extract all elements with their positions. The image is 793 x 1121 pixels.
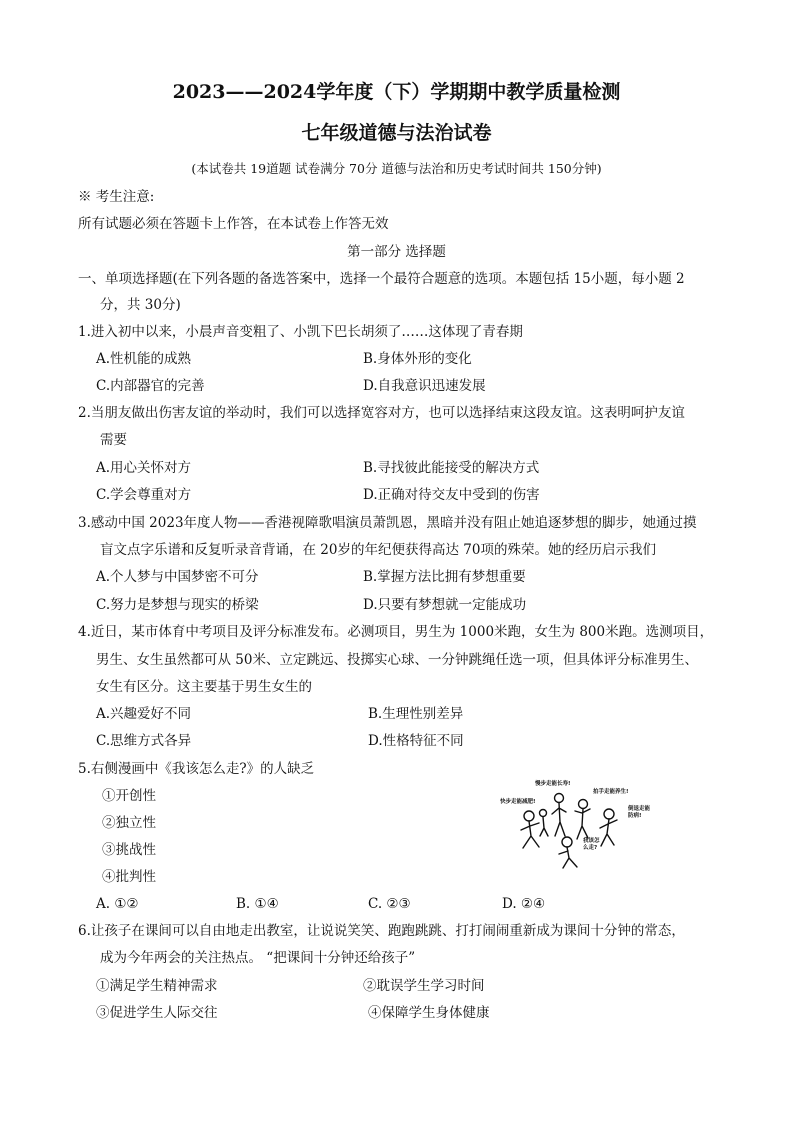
option-c: C.学会尊重对方 [96, 487, 192, 503]
statement-4: ④批判性 [102, 869, 156, 885]
cartoon-label: 慢步走能长寿! [535, 781, 571, 787]
option-b: B.掌握方法比拥有梦想重要 [363, 569, 526, 585]
question-stem: 5.右侧漫画中《我该怎么走?》的人缺乏 [78, 761, 315, 777]
option-d: D.正确对待交友中受到的伤害 [363, 487, 540, 503]
option-b: B.生理性别差异 [368, 706, 464, 722]
question-stem-cont: 男生、女生虽然都可从 50米、立定跳远、投掷实心球、一分钟跳绳任选一项，但具体评分标准男生、 [96, 652, 698, 668]
exam-info: (本试卷共 19道题 试卷满分 70分 道德与法治和历史考试时间共 150分钟) [191, 161, 602, 176]
option-a: A.兴趣爱好不同 [96, 706, 192, 722]
cartoon-label: 快步走能减肥! [500, 799, 536, 805]
exam-subtitle: 七年级道德与法治试卷 [301, 122, 492, 144]
part-heading: 第一部分 选择题 [347, 244, 446, 260]
question-stem: 2.当朋友做出伤害友谊的举动时，我们可以选择宽容对方，也可以选择结束这段友谊。这表明呵护友谊 [78, 405, 685, 421]
question-stem: 1.进入初中以来，小晨声音变粗了、小凯下巴长胡须了……这体现了青春期 [78, 324, 523, 340]
option-d: D.性格特征不同 [368, 733, 464, 749]
cartoon-label: 么走? [583, 845, 598, 851]
cartoon-label: 倒退走能 [628, 806, 651, 812]
option-b: B.身体外形的变化 [363, 351, 472, 367]
option-c: C.努力是梦想与现实的桥梁 [96, 597, 259, 613]
option-b: B. ①④ [236, 896, 279, 912]
section-instruction-line1: 一、单项选择题(在下列各题的备选答案中，选择一个最符合题意的选项。本题包括 15小题，每小题 2 [78, 271, 685, 287]
statement-1: ①开创性 [102, 788, 156, 804]
statement-1: ①满足学生精神需求 [96, 978, 218, 994]
option-c: C.思维方式各异 [96, 733, 192, 749]
question-stem-cont: 女生有区分。这主要基于男生女生的 [96, 679, 312, 695]
exam-title: 2023——2024学年度（下）学期期中教学质量检测 [172, 81, 621, 103]
question-stem: 3.感动中国 2023年度人物——香港视障歌唱演员萧凯恩，黑暗并没有阻止她追逐梦想的脚步，她通过摸 [78, 515, 697, 531]
cartoon-label: 我该怎 [583, 838, 600, 844]
statement-3: ③挑战性 [102, 842, 156, 858]
option-a: A. ①② [96, 896, 139, 912]
option-c: C. ②③ [368, 896, 411, 912]
question-stem: 6.让孩子在课间可以自由地走出教室，让说说笑笑、跑跑跳跳、打打闹闹重新成为课间十分钟的常态， [78, 923, 685, 939]
option-d: D.只要有梦想就一定能成功 [363, 597, 527, 613]
cartoon-image [497, 776, 657, 872]
option-b: B.寻找彼此能接受的解决方式 [363, 460, 540, 476]
option-a: A.个人梦与中国梦密不可分 [96, 569, 259, 585]
question-stem-cont: 成为今年两会的关注热点。 “把课间十分钟还给孩子” [100, 950, 416, 966]
question-stem-cont: 盲文点字乐谱和反复听录音背诵，在 20岁的年纪便获得高达 70项的殊荣。她的经历启示我们 [100, 542, 656, 558]
section-instruction-line2: 分，共 30分) [100, 297, 181, 313]
question-stem-cont: 需要 [100, 432, 127, 448]
option-c: C.内部器官的完善 [96, 378, 205, 394]
option-d: D. ②④ [502, 896, 546, 912]
statement-4: ④保障学生身体健康 [368, 1005, 490, 1021]
option-a: A.性机能的成熟 [96, 351, 192, 367]
notice-title: ※ 考生注意: [78, 189, 155, 205]
cartoon-label: 防病! [628, 813, 642, 819]
question-stem: 4.近日，某市体育中考项目及评分标准发布。必测项目，男生为 1000米跑，女生为 800米跑。选测项目， [78, 624, 714, 640]
option-d: D.自我意识迅速发展 [363, 378, 486, 394]
statement-2: ②独立性 [102, 815, 156, 831]
statement-2: ②耽误学生学习时间 [363, 978, 485, 994]
statement-3: ③促进学生人际交往 [96, 1005, 218, 1021]
notice-text: 所有试题必须在答题卡上作答，在本试卷上作答无效 [78, 216, 389, 232]
cartoon-label: 拍手走能养生! [593, 789, 629, 795]
option-a: A.用心关怀对方 [96, 460, 192, 476]
